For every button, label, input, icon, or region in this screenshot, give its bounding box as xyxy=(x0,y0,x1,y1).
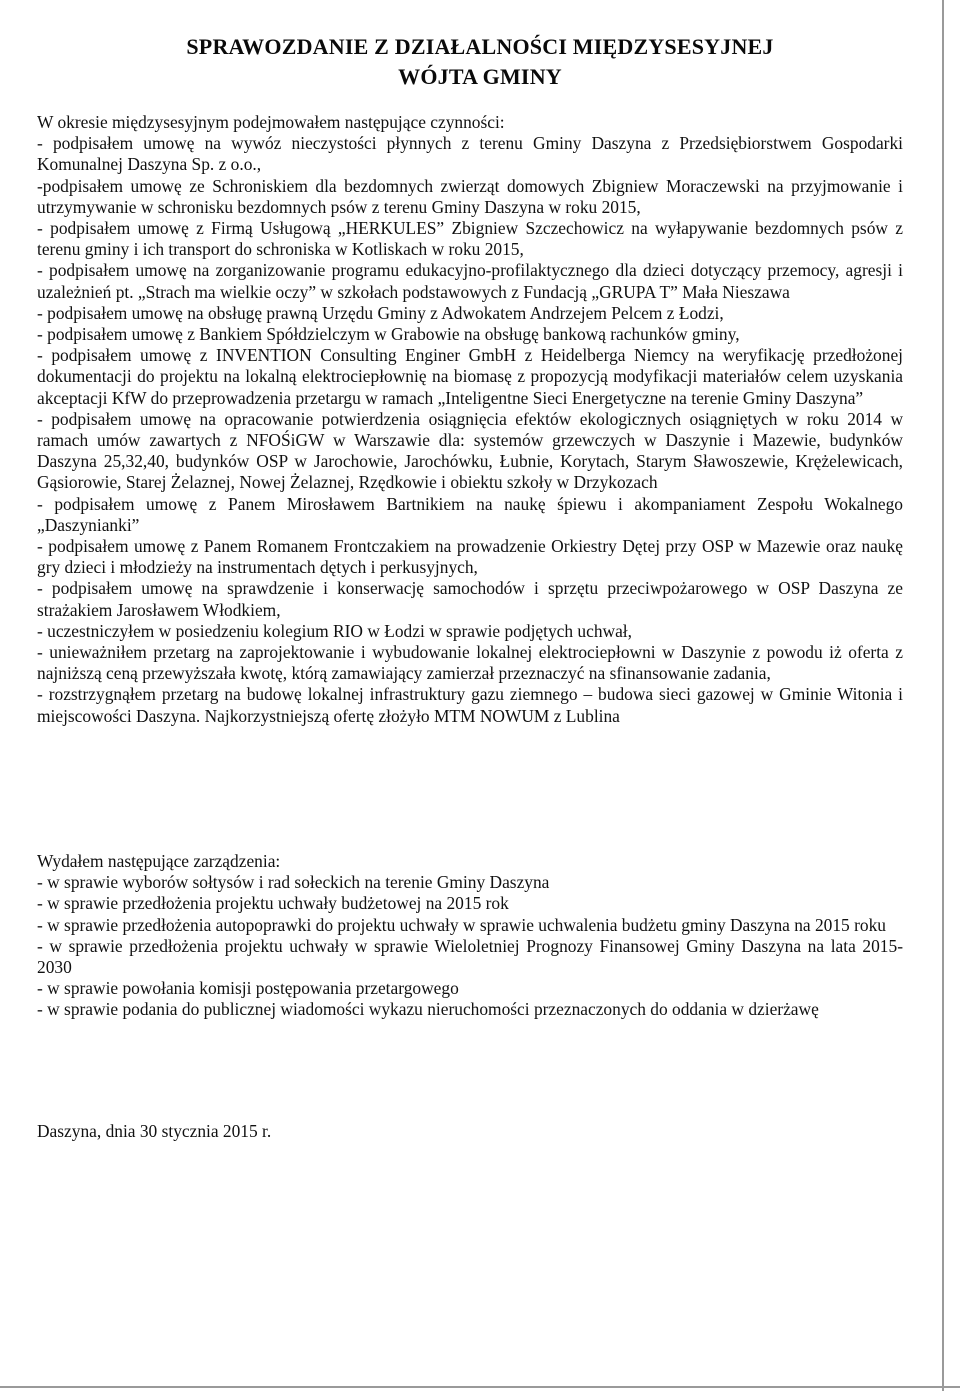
activity-item: -podpisałem umowę ze Schroniskiem dla bezdomnych zwierząt domowych Zbigniew Moraczewski na przyjmowanie i utrzymywanie w schronisku bezdomnych psów z terenu Gminy Daszyna w roku 2015, xyxy=(37,175,903,217)
place-date: Daszyna, dnia 30 stycznia 2015 r. xyxy=(37,1121,272,1141)
activity-item: - podpisałem umowę na wywóz nieczystości płynnych z terenu Gminy Daszyna z Przedsiębiorstwem Gospodarki Komunalnej Daszyna Sp. z o.o., xyxy=(37,133,903,175)
activity-item: - podpisałem umowę z Firmą Usługową „HERKULES” Zbigniew Szczechowicz na wyłapywanie bezdomnych psów z terenu gminy i ich transport do schroniska w Kotliskach w roku 2015, xyxy=(37,218,903,260)
decrees-intro: Wydałem następujące zarządzenia: xyxy=(37,851,281,871)
decree-item: - w sprawie przedłożenia autopoprawki do projektu uchwały w sprawie uchwalenia budżetu gminy Daszyna na 2015 roku xyxy=(37,914,886,935)
activity-item: - podpisałem umowę na sprawdzenie i konserwację samochodów i sprzętu przeciwpożarowego w OSP Daszyna ze strażakiem Jarosławem Włodkiem, xyxy=(37,578,903,620)
scan-edge-line xyxy=(942,0,944,1391)
activity-item: - podpisałem umowę z Bankiem Spółdzielczym w Grabowie na obsługę bankową rachunków gminy, xyxy=(37,324,740,345)
activity-item: - podpisałem umowę na zorganizowanie programu edukacyjno-profilaktycznego dla dzieci dotyczący przemocy, agresji i uzależnień pt. „Strach ma wielkie oczy” w szkołach podstawowych z Fundacją „GRUPA T” Mała Nieszawa xyxy=(37,260,903,302)
activity-item: - podpisałem umowę na obsługę prawną Urzędu Gminy z Adwokatem Andrzejem Pelcem z Łodzi, xyxy=(37,302,724,323)
decree-item: - w sprawie przedłożenia projektu uchwały w sprawie Wieloletniej Prognozy Finansowej Gminy Daszyna na lata 2015-2030 xyxy=(37,935,903,978)
activity-item: - unieważniłem przetarg na zaprojektowanie i wybudowanie lokalnej elektrociepłowni w Daszynie z powodu iż oferta z najniższą ceną przewyższała kwotę, którą zamawiający zamierzał przeznaczyć na sfinansowanie zadania, xyxy=(37,642,903,684)
title-line-2: WÓJTA GMINY xyxy=(398,64,562,89)
scan-edge-line xyxy=(0,1386,960,1388)
decree-item: - w sprawie powołania komisji postępowania przetargowego xyxy=(37,978,459,999)
decree-item: - w sprawie podania do publicznej wiadomości wykazu nieruchomości przeznaczonych do oddania w dzierżawę xyxy=(37,999,819,1020)
decree-item: - w sprawie przedłożenia projektu uchwały budżetowej na 2015 rok xyxy=(37,893,509,914)
intro-text: W okresie międzysesyjnym podejmowałem następujące czynności: xyxy=(37,112,505,132)
activity-item: - podpisałem umowę z Panem Mirosławem Bartnikiem na naukę śpiewu i akompaniament Zespołu Wokalnego „Daszynianki” xyxy=(37,493,903,535)
decrees-section xyxy=(37,851,903,1021)
activities-section xyxy=(37,112,903,727)
document-title xyxy=(0,32,960,92)
activity-item: - podpisałem umowę z Panem Romanem Frontczakiem na prowadzenie Orkiestry Dętej przy OSP w Mazewie oraz naukę gry dzieci i młodzieży na instrumentach dętych i perkusyjnych, xyxy=(37,536,903,578)
decree-item: - w sprawie wyborów sołtysów i rad sołeckich na terenie Gminy Daszyna xyxy=(37,872,550,893)
title-line-1: SPRAWOZDANIE Z DZIAŁALNOŚCI MIĘDZYSESYJNEJ xyxy=(186,34,774,59)
activity-item: - podpisałem umowę z INVENTION Consulting Enginer GmbH z Heidelberga Niemcy na weryfikację przedłożonej dokumentacji do projektu na lokalną elektrociepłownię na biomasę z propozycją modyfikacji materiałów celem uzyskania akceptacji KfW do przeprowadzenia przetargu w ramach „Inteligentne Sieci Energetyczne na terenie Gminy Daszyna” xyxy=(37,345,903,408)
activity-item: - uczestniczyłem w posiedzeniu kolegium RIO w Łodzi w sprawie podjętych uchwał, xyxy=(37,620,632,641)
activity-item: - rozstrzygnąłem przetarg na budowę lokalnej infrastruktury gazu ziemnego – budowa sieci gazowej w Gminie Witonia i miejscowości Daszyna. Najkorzystniejszą ofertę złożyło MTM NOWUM z Lublina xyxy=(37,684,903,726)
activity-item: - podpisałem umowę na opracowanie potwierdzenia osiągnięcia efektów ekologicznych osiągniętych w roku 2014 w ramach umów zawartych z NFOŚiGW w Warszawie dla: systemów grzewczych w Daszynie i Mazewie, budynków Daszyna 25,32,40, budynków OSP w Jarochowie, Jarochówku, Łubnie, Korytach, Starym Sławoszewie, Krężelewicach, Gąsiorowie, Starej Żelaznej, Nowej Żelaznej, Rzędkowie i obiektu szkoły w Drzykozach xyxy=(37,408,903,493)
